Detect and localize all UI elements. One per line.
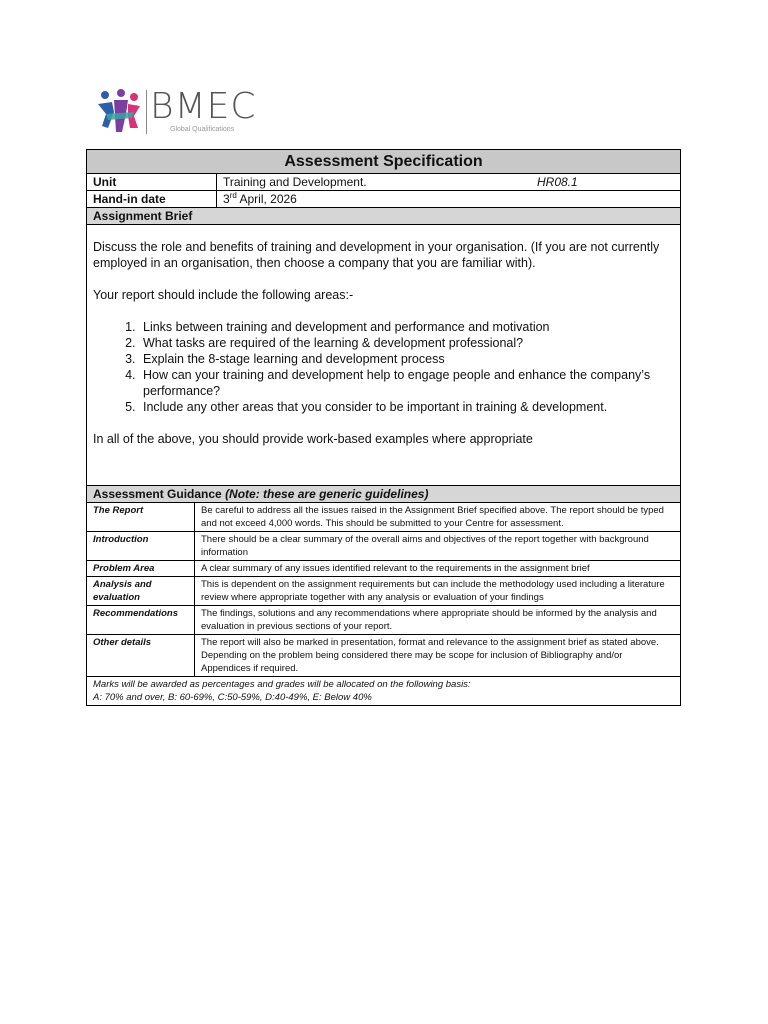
list-item: 5. Include any other areas that you consider to be important in training & development. [139, 399, 672, 415]
spec-title: Assessment Specification [87, 150, 680, 174]
guidance-label: Assessment Guidance [93, 487, 226, 501]
list-item: 3. Explain the 8-stage learning and development process [139, 351, 672, 367]
brief-list [93, 319, 672, 415]
unit-label: Unit [87, 174, 217, 190]
handin-day: 3 [223, 192, 230, 206]
bmec-logo [94, 88, 294, 136]
brief-lead: Your report should include the following areas:- [93, 288, 354, 302]
unit-value: Training and Development. [223, 175, 367, 189]
guidance-row [87, 606, 680, 635]
handin-row [87, 191, 680, 208]
assessment-specification-table [86, 149, 681, 706]
assignment-brief-header: Assignment Brief [87, 208, 680, 225]
guidance-key: Other details [87, 635, 195, 676]
guidance-value: There should be a clear summary of the overall aims and objectives of the report together with background information [201, 534, 649, 558]
guidance-value: Be careful to address all the issues raised in the Assignment Brief specified above. The report should be typed and not exceed 4,000 words. This should be submitted to your Centre for assessment. [201, 505, 664, 529]
guidance-row [87, 503, 680, 532]
unit-row [87, 174, 680, 191]
guidance-key: Recommendations [87, 606, 195, 634]
guidance-note: (Note: these are generic guidelines) [225, 487, 429, 501]
guidance-row [87, 577, 680, 606]
marks-note [87, 677, 680, 705]
list-item: 2. What tasks are required of the learning & development professional? [139, 335, 672, 351]
guidance-key: The Report [87, 503, 195, 531]
bmec-people-icon [94, 88, 144, 136]
brief-outro: In all of the above, you should provide work-based examples where appropriate [93, 432, 533, 446]
list-item: 1. Links between training and development and performance and motivation [139, 319, 672, 335]
guidance-row [87, 561, 680, 577]
unit-value-cell [217, 174, 680, 190]
list-item: 4. How can your training and development help to engage people and enhance the company’s performance? [139, 367, 672, 399]
unit-code: HR08.1 [537, 175, 578, 189]
guidance-key: Analysis and evaluation [87, 577, 195, 605]
logo-subtitle: Global Qualifications [170, 126, 235, 133]
guidance-row [87, 532, 680, 561]
guidance-value: The report will also be marked in presentation, format and relevance to the assignment brief as stated above. Depending on the problem being considered there may be scope for inclusion of Bibliography and/or Appendices if required. [201, 637, 659, 674]
marks-line-2: A: 70% and over, B: 60-69%, C:50-59%, D:40-49%, E: Below 40% [93, 692, 372, 703]
handin-value [217, 191, 680, 207]
marks-line-1: Marks will be awarded as percentages and grades will be allocated on the following basis: [93, 679, 471, 690]
guidance-key: Introduction [87, 532, 195, 560]
handin-rest: April, 2026 [236, 192, 297, 206]
handin-label: Hand-in date [87, 191, 217, 207]
assessment-guidance-header [87, 486, 680, 503]
logo-wordmark: BMEC [150, 86, 257, 127]
assignment-brief-body [87, 225, 680, 486]
brief-intro: Discuss the role and benefits of training and development in your organisation. (If you are not currently employed in an organisation, then choose a company that you are familiar with). [93, 240, 660, 270]
guidance-row [87, 635, 680, 677]
handin-suffix: rd [229, 191, 237, 200]
guidance-value: This is dependent on the assignment requirements but can include the methodology used including a literature review where appropriate together with any analysis or evaluation of your findings [201, 579, 665, 603]
guidance-key: Problem Area [87, 561, 195, 576]
logo-divider [146, 90, 147, 134]
guidance-value: The findings, solutions and any recommendations where appropriate should be informed by the analysis and evaluation in previous sections of your report. [201, 608, 657, 632]
guidance-value: A clear summary of any issues identified relevant to the requirements in the assignment brief [201, 563, 590, 574]
